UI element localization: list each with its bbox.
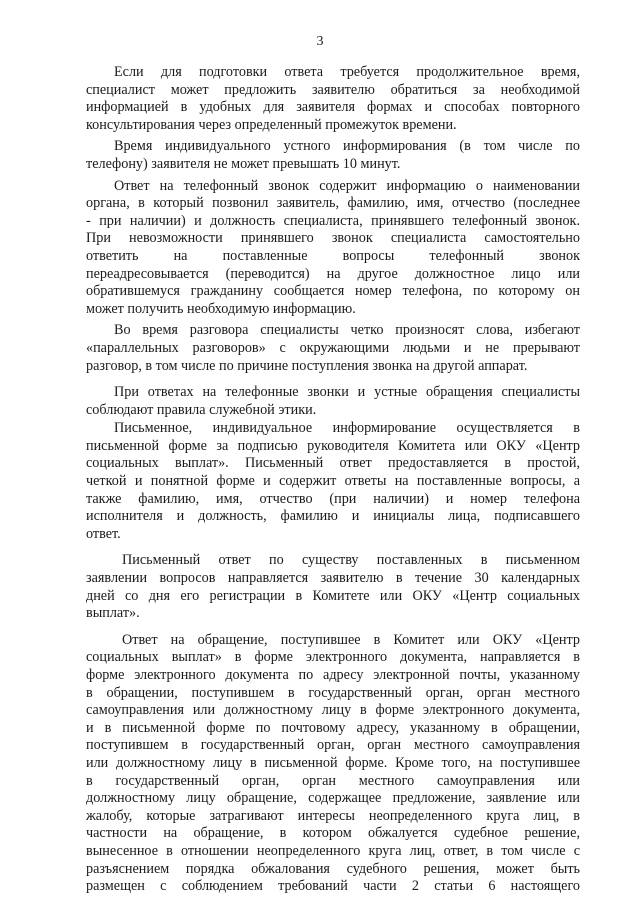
text-line: Письменный ответ по существу поставленных в письменном [122, 552, 580, 569]
paragraph-electronic-answer [86, 632, 580, 896]
text-line: размещен с соблюдением требований части 2 статьи 6 настоящего [86, 878, 580, 895]
text-line: также фамилию, имя, отчество (при наличии) и номер телефона [86, 490, 580, 507]
text-line: - при наличии) и должность специалиста, принявшего телефонный звонок. [86, 212, 580, 229]
text-line: соблюдают правила служебной этики. [86, 401, 317, 418]
text-line: социальных выплат» в форме электронного документа, направляется в [86, 649, 580, 666]
text-line: социальных выплат». Письменный ответ предоставляется в простой, [86, 455, 580, 472]
document-body [86, 64, 580, 896]
paragraph-conversation-rules [86, 322, 580, 375]
text-line: Ответ на телефонный звонок содержит информацию о наименовании [114, 177, 580, 194]
text-line: может получить необходимую информацию. [86, 300, 356, 317]
text-line: Во время разговора специалисты четко произносят слова, избегают [114, 322, 580, 339]
text-line: исполнителя и должность, фамилию и инициалы лица, подписавшего [86, 508, 580, 525]
text-line: заявлении вопросов направляется заявителю в течение 30 календарных [86, 570, 580, 587]
text-line: частности на обращение, в котором обжалуется судебное решение, [86, 825, 580, 842]
text-line: форме электронного документа по адресу электронной почты, указанному [86, 667, 580, 683]
paragraph-phone-answer [86, 178, 580, 319]
text-line: или должностному лицу в письменной форме. Кроме того, на поступившее [86, 754, 580, 771]
text-line: ответить на поставленные вопросы телефонный звонок [86, 247, 580, 264]
text-line: Если для подготовки ответа требуется продолжительное время, [114, 64, 580, 80]
text-line: информацией в удобных для заявителя формах и способах повторного [86, 99, 580, 116]
text-line: ответ. [86, 525, 121, 542]
text-line: При ответах на телефонные звонки и устные обращения специалисты [114, 384, 580, 401]
paragraph-written-info [86, 420, 580, 543]
paragraph-oral-duration [86, 138, 580, 173]
text-line: самоуправления или должностному лицу в форме электронного документа, [86, 702, 580, 719]
text-line: Ответ на обращение, поступившее в Комитет или ОКУ «Центр [122, 631, 580, 648]
text-line: и в письменной форме по почтовому адресу, указанному в обращении, [86, 719, 580, 736]
text-line: в государственный орган, орган местного самоуправления или [86, 772, 580, 789]
text-line: специалист может предложить заявителю обратиться за необходимой [86, 81, 580, 98]
text-line: Время индивидуального устного информирования (в том числе по [114, 138, 580, 155]
text-line: разговор, в том числе по причине поступления звонка на другой аппарат. [86, 357, 528, 374]
text-line: При невозможности принявшего звонок специалиста самостоятельно [86, 230, 580, 247]
text-line: вынесенное в отношении неопределенного круга лиц, ответ, в том числе с [86, 842, 580, 859]
text-line: в обращении, поступившем в государственный орган, орган местного [86, 684, 580, 701]
text-line: поступившем в государственный орган, орган местного самоуправления [86, 737, 580, 754]
text-line: письменной форме за подписью руководителя Комитета или ОКУ «Центр [86, 437, 580, 454]
text-line: «параллельных разговоров» с окружающими людьми и не прерывают [86, 339, 580, 356]
text-line: должностному лицу обращение, содержащее предложение, заявление или [86, 790, 580, 807]
text-line: Письменное, индивидуальное информирование осуществляется в [114, 420, 580, 437]
text-line: обратившемуся гражданину сообщается номер телефона, по которому он [86, 283, 580, 300]
text-line: дней со дня его регистрации в Комитете или ОКУ «Центр социальных [86, 587, 580, 604]
paragraph-ethics [86, 384, 580, 419]
paragraph-written-deadline [86, 552, 580, 622]
page-number: 3 [316, 34, 324, 49]
text-line: переадресовывается (переводится) на другое должностное лицо или [86, 265, 580, 282]
text-line: консультирования через определенный промежуток времени. [86, 116, 457, 133]
text-line: разъяснением порядка обжалования судебного решения, может быть [86, 860, 580, 877]
text-line: жалобу, которые затрагивают интересы неопределенного круга лиц, в [86, 807, 580, 824]
text-line: органа, в который позвонил заявитель, фамилию, имя, отчество (последнее [86, 195, 580, 212]
paragraph-consultation-time [86, 64, 580, 134]
text-line: выплат». [86, 605, 140, 622]
text-line: телефону) заявителя не может превышать 10 минут. [86, 155, 401, 172]
text-line: четкой и понятной форме и содержит ответы на поставленные вопросы, а [86, 473, 580, 490]
